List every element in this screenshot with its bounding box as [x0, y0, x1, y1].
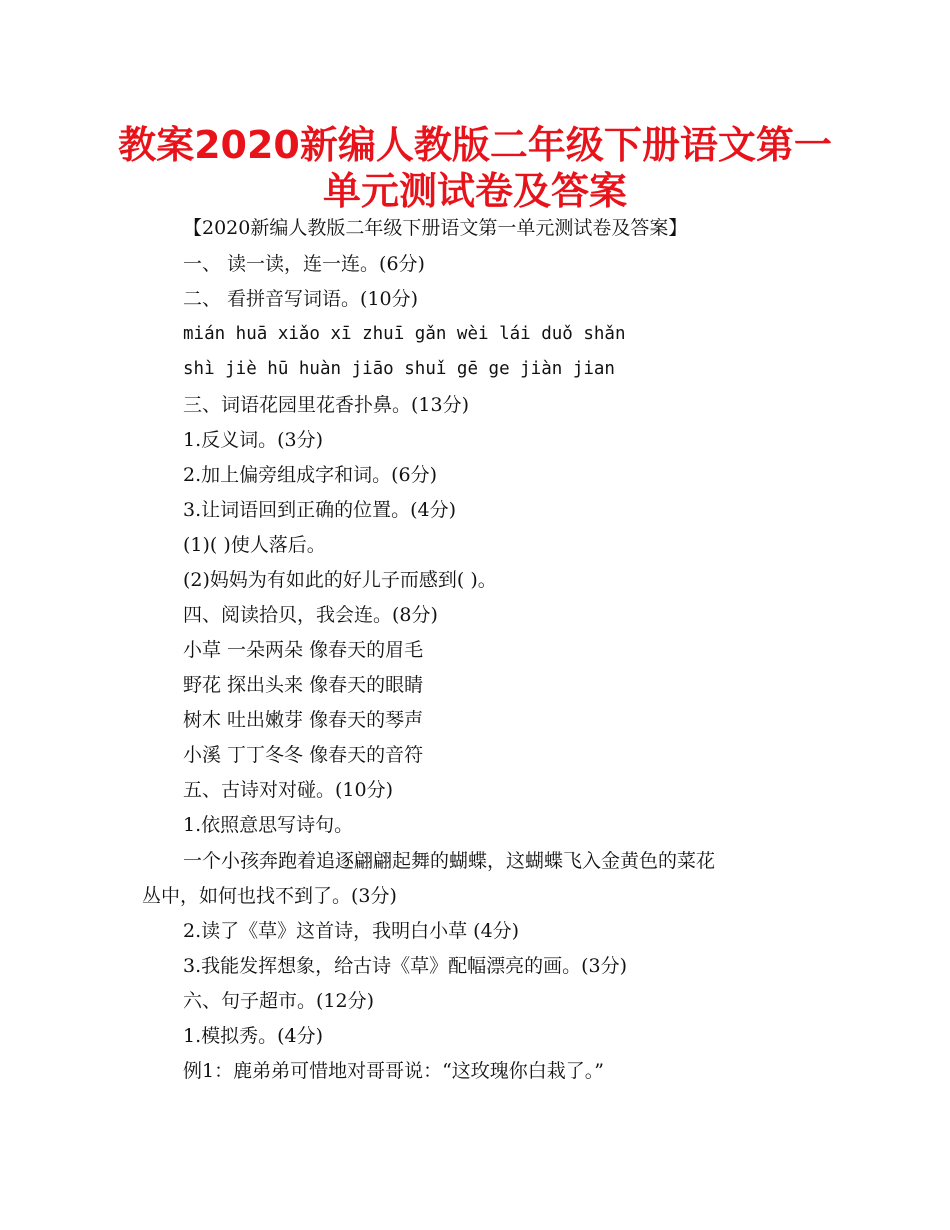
section-5-item-1: 1.依照意思写诗句。: [183, 814, 354, 836]
section-3-heading: 三、词语花园里花香扑鼻。(13分): [183, 394, 470, 416]
section-3-item-3-sentence-2: (2)妈妈为有如此的好儿子而感到( )。: [183, 569, 497, 591]
section-5-heading: 五、古诗对对碰。(10分): [183, 779, 394, 801]
section-5-item-3: 3.我能发挥想象，给古诗《草》配幅漂亮的画。(3分): [183, 955, 628, 977]
section-1-heading: 一、 读一读，连一连。(6分): [183, 253, 425, 275]
document-subtitle: 【2020新编人教版二年级下册语文第一单元测试卷及答案】: [183, 217, 688, 239]
section-3-item-2: 2.加上偏旁组成字和词。(6分): [183, 464, 438, 486]
pinyin-line-1: mián huā xiǎo xī zhuī gǎn wèi lái duǒ shǎn: [183, 324, 626, 344]
section-5-item-2: 2.读了《草》这首诗，我明白小草 (4分): [183, 920, 520, 942]
section-6-heading: 六、句子超市。(12分): [183, 990, 375, 1012]
section-4-heading: 四、阅读拾贝，我会连。(8分): [183, 604, 438, 626]
section-4-row-4: 小溪 丁丁冬冬 像春天的音符: [183, 744, 424, 766]
section-3-item-3: 3.让词语回到正确的位置。(4分): [183, 499, 457, 521]
section-6-item-1: 1.模拟秀。(4分): [183, 1025, 324, 1047]
section-4-row-1: 小草 一朵两朵 像春天的眉毛: [183, 639, 424, 661]
section-2-heading: 二、 看拼音写词语。(10分): [183, 288, 419, 310]
section-5-item-1-text-b: 丛中，如何也找不到了。(3分): [142, 885, 397, 907]
document-title-line-1: 教案2020新编人教版二年级下册语文第一: [118, 123, 832, 167]
section-5-item-1-text-a: 一个小孩奔跑着追逐翩翩起舞的蝴蝶，这蝴蝶飞入金黄色的菜花: [183, 850, 716, 872]
section-6-example-1: 例1：鹿弟弟可惜地对哥哥说：“这玫瑰你白栽了。”: [183, 1060, 605, 1082]
document-title-line-2: 单元测试卷及答案: [322, 169, 627, 213]
section-4-row-3: 树木 吐出嫩芽 像春天的琴声: [183, 709, 424, 731]
section-4-row-2: 野花 探出头来 像春天的眼睛: [183, 674, 424, 696]
section-3-item-1: 1.反义词。(3分): [183, 429, 324, 451]
section-3-item-3-sentence-1: (1)( )使人落后。: [183, 534, 326, 556]
pinyin-line-2: shì jiè hū huàn jiāo shuǐ gē ge jiàn jian: [183, 359, 615, 379]
